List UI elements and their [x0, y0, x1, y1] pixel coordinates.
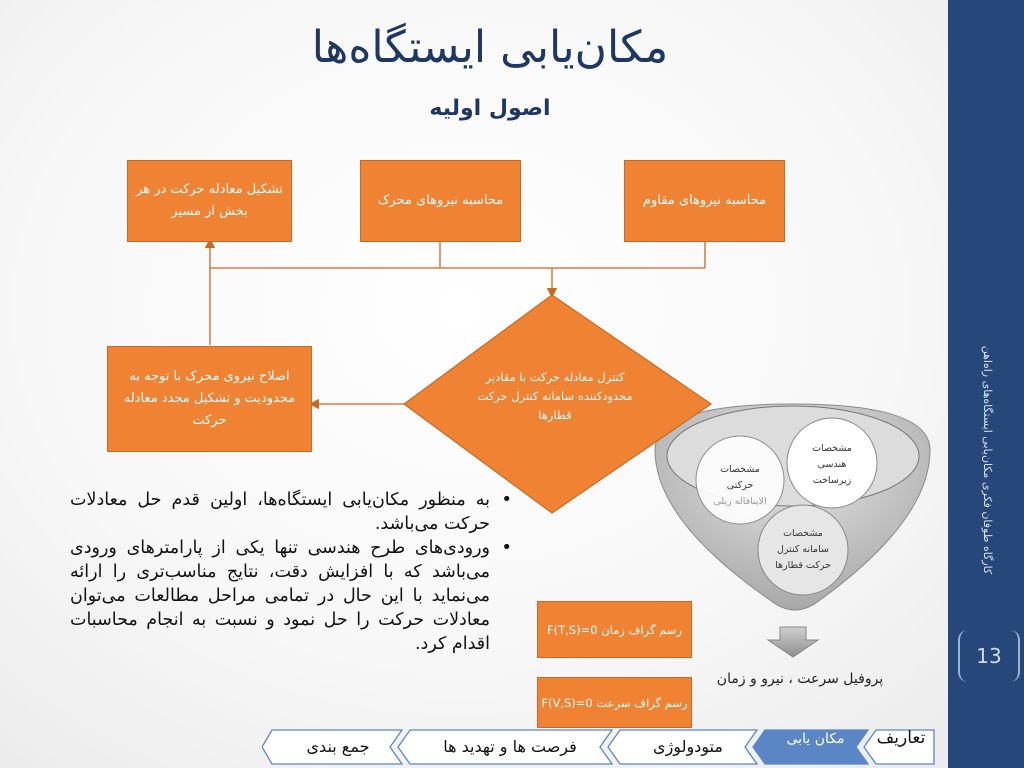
circle-motion-line1: مشخصات — [720, 464, 760, 475]
circle-geometry-line1: مشخصات — [812, 443, 852, 454]
box-resistance-forces: محاسبه نیروهای مقاوم — [624, 160, 785, 242]
circle-control-line1: مشخصات — [783, 528, 823, 539]
circle-motion-specs — [705, 462, 775, 510]
box-motive-forces: محاسبه نیروهای محرک — [360, 160, 521, 242]
circle-geometry-line3: زیرساخت — [812, 475, 852, 486]
circle-control-specs — [763, 526, 843, 574]
profile-label: پروفیل سرعت ، نیرو و زمان — [716, 671, 884, 687]
circle-motion-line2: حرکتی — [726, 480, 754, 491]
nav-item-location[interactable]: مکان یابی — [786, 731, 845, 747]
box-time-graph: F(T,S)=0 رسم گراف زمان — [537, 601, 692, 658]
circle-geometry-line2: هندسی — [817, 459, 847, 470]
bullet-item: • ورودی‌های طرح هندسی تنها یکی از پارامترهای ورودی می‌باشد که با افزایش دقت، نتایج مناسب‌تری را ارائه می‌نماید با این حال در تمامی مراحل مطالعات می‌توان معادلات حرکت را حل نمود و نسبت به انجام محاسبات اقدام کرد. — [70, 536, 490, 656]
decision-text: کنترل معادله حرکت با مقادیر محدودکننده سامانه کنترل حرکت قطارها — [477, 370, 633, 422]
circle-geometry-specs — [797, 441, 867, 489]
box-correct-motive-force: اصلاح نیروی محرک با توجه به محدودیت و تشکیل مجدد معادله حرکت — [107, 346, 312, 452]
nav-item-summary[interactable]: جمع بندی — [306, 737, 370, 756]
bullet-item: • به منظور مکان‌یابی ایستگاه‌ها، اولین قدم حل معادلات حرکت می‌باشد. — [70, 488, 490, 536]
slide-title: مکان‌یابی ایستگاه‌ها — [311, 22, 669, 73]
circle-control-line2: سامانه کنترل — [777, 544, 829, 555]
box-speed-graph: F(V,S)=0 رسم گراف سرعت — [537, 677, 692, 728]
circle-motion-line3: الاینافاله ریلی — [713, 496, 767, 507]
nav-item-methodology[interactable]: متودولوژی — [653, 737, 723, 756]
box-form-equation: تشکیل معادله حرکت در هر بخش از مسیر — [127, 160, 292, 242]
circle-control-line3: حرکت قطارها — [775, 560, 831, 571]
sidebar-caption: کارگاه طوفان فکری مکان‌یابی ایستگاه‌های راه‌اهن — [981, 345, 994, 575]
page-number: 13 — [958, 630, 1020, 682]
nav-item-opportunities[interactable]: فرصت ها و تهدید ها — [443, 737, 577, 756]
slide-subtitle: اصول اولیه — [429, 96, 551, 121]
nav-item-definitions[interactable]: تعاریف — [876, 728, 926, 748]
bullet-list — [70, 488, 516, 656]
